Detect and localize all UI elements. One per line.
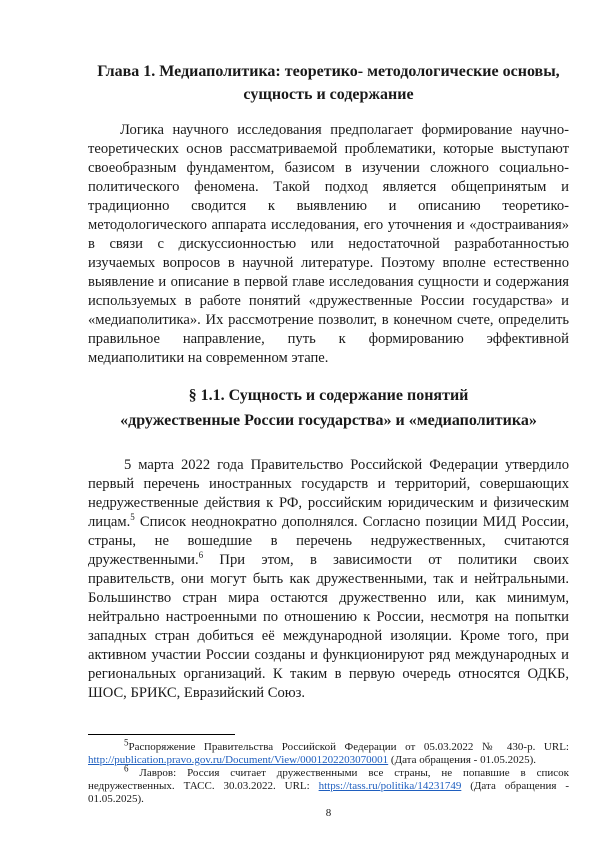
footnote-link[interactable]: https://tass.ru/politika/14231749 xyxy=(318,780,462,792)
footnote-link[interactable]: http://publication.pravo.gov.ru/Document/View/0001202203070001 xyxy=(88,754,389,766)
paragraph-text: Список неоднократно дополнялся. Согласно позиции МИД России, страны, не вошедшие в перечень недружественных, считаются дружественными. xyxy=(88,514,569,568)
page-number: 8 xyxy=(325,807,332,819)
footnote-ref-5[interactable]: 5 xyxy=(130,512,135,523)
footnote-number: 6 xyxy=(124,763,129,774)
footnote-text: Лавров: Россия считает дружественными все страны, не попавшие в список недружественных. ТАСС. 30.03.2022. URL: xyxy=(88,767,569,792)
section-title xyxy=(88,383,569,433)
footnote-6 xyxy=(88,763,569,806)
paragraph-text: При этом, в зависимости от политики своих правительств, они могут быть как дружественными, так и нейтральными. Большинство стран мира остаются дружественно или, как минимум, нейтрально настроенными по отношению к России, несмотря на попытки западных стран добиться её международной изоляции. Кроме того, при активном участии России созданы и функционируют ряд международных и региональных организаций. К таким в первую очередь относятся ОДКБ, ШОС, БРИКС, Евразийский Союз. xyxy=(88,552,569,701)
section-paragraph xyxy=(88,456,569,703)
footnote-suffix: (Дата обращения - 01.05.2025). xyxy=(388,754,537,766)
footnote-5 xyxy=(88,737,569,767)
chapter-title: Глава 1. Медиаполитика: теоретико- методологические основы, сущность и содержание xyxy=(97,63,560,103)
footnote-text: Распоряжение Правительства Российской Федерации от 05.03.2022 № 430-р. URL: xyxy=(128,741,569,753)
section-title-line2: «дружественные России государства» и «медиаполитика» xyxy=(120,412,537,429)
section-title-line1: § 1.1. Сущность и содержание понятий xyxy=(188,387,469,404)
intro-paragraph: Логика научного исследования предполагает формирование научно-теоретических основ рассматриваемой проблематики, которые выступают своеобразным фундаментом, базисом в изучении сложного социально-политического феномена. Такой подход является общепринятым и традиционно сводится к выявлению и описанию теоретико-методологического аппарата исследования, его уточнения и «достраивания» в связи с дискуссионностью или недостаточной разработанностью изучаемых вопросов в научной литературе. Поэтому вполне естественно выявление и описание в первой главе исследования сущности и содержания используемых в работе понятий «дружественные России государства» и «медиаполитика». Их рассмотрение позволит, в конечном счете, определить правильное направление, путь к формированию эффективной медиаполитики на современном этапе. xyxy=(88,122,569,366)
paragraph-text: 5 марта 2022 года Правительство Российской Федерации утвердило первый перечень иностранных государств и территорий, совершающих недружественные действия к РФ, российским юридическим и физическим лицам. xyxy=(88,457,569,530)
footnote-number: 5 xyxy=(124,737,129,748)
footnote-ref-6[interactable]: 6 xyxy=(198,550,204,561)
footnote-suffix: (Дата обращения - 01.05.2025). xyxy=(88,780,569,805)
footnote-separator xyxy=(88,734,235,735)
